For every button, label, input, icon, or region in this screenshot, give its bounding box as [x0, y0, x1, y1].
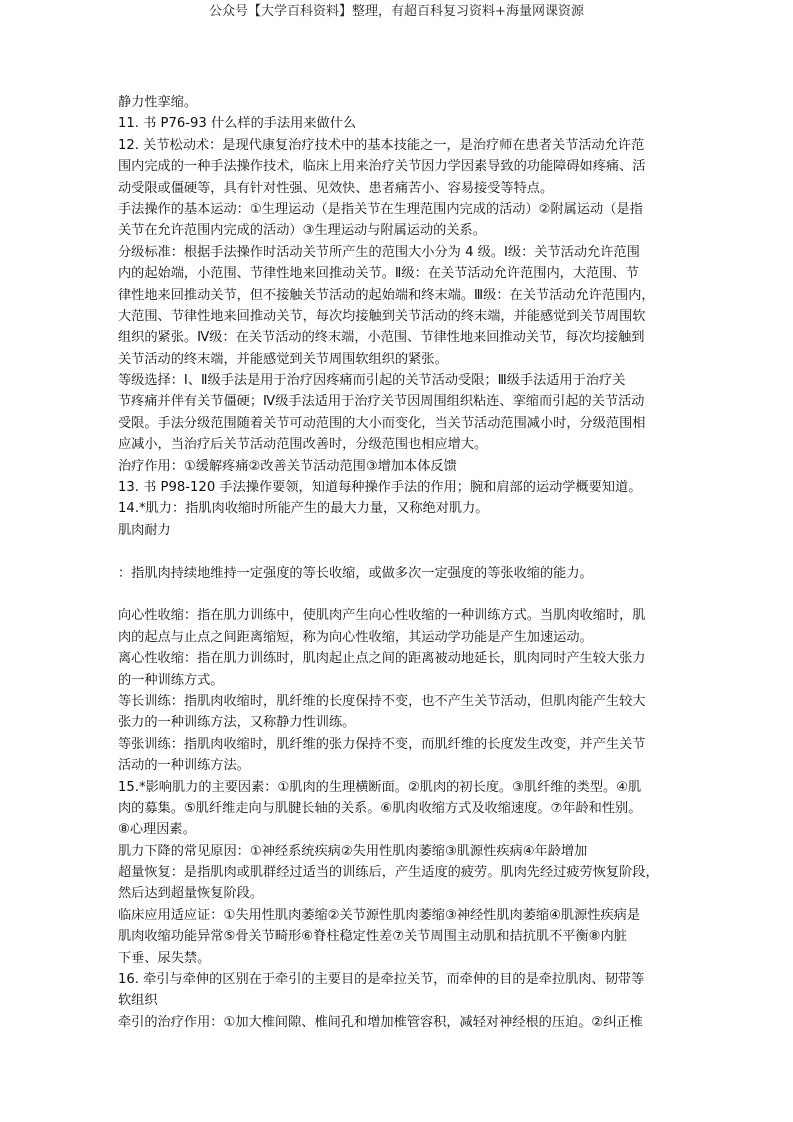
text-line: 肉的起点与止点之间距离缩短，称为向心性收缩，其运动学功能是产生加速运动。 — [118, 629, 593, 645]
text-line: 肉的募集。⑤肌纤维走向与肌腱长轴的关系。⑥肌肉收缩方式及收缩速度。⑦年龄和性别。 — [118, 800, 642, 816]
text-line: 牵引的治疗作用：①加大椎间隙、椎间孔和增加椎管容积，减轻对神经根的压迫。②纠正椎 — [118, 1014, 643, 1030]
text-line: 静力性挛缩。 — [118, 95, 198, 110]
text-line: 张力的一种训练方法，又称静力性训练。 — [118, 715, 356, 731]
text-line: 律性地来回推动关节，但不接触关节活动的起始端和终末端。Ⅲ级：在关节活动允许范围内， — [118, 287, 655, 303]
blank-line — [118, 584, 678, 605]
text-line: ⑧心理因素。 — [118, 822, 196, 838]
text-line: 肌肉收缩功能异常⑤骨关节畸形⑥脊柱稳定性差⑦关节周围主动肌和拮抗肌不平衡⑧内脏 — [118, 929, 627, 945]
page-header: 公众号【大学百科资料】整理，有超百科复习资料+海量网课资源 — [209, 4, 584, 19]
text-line: 肌力下降的常见原因：①神经系统疾病②失用性肌肉萎缩③肌源性疾病④年龄增加 — [118, 843, 588, 859]
text-line: 向心性收缩：指在肌力训练中，使肌肉产生向心性收缩的一种训练方式。当肌肉收缩时，肌 — [118, 608, 646, 624]
text-line: 受限。手法分级范围随着关节可动范围的大小而变化，当关节活动范围减小时，分级范围相 — [118, 415, 646, 431]
text-line: 分级标准：根据手法操作时活动关节所产生的范围大小分为 4 级。Ⅰ级：关节活动允许范围 — [118, 244, 640, 260]
text-line: ：指肌肉持续地维持一定强度的等长收缩，或做多次一定强度的等张收缩的能力。 — [118, 565, 593, 581]
text-line: 离心性收缩：指在肌力训练时，肌肉起止点之间的距离被动地延长，肌肉同时产生较大张力 — [118, 651, 646, 667]
text-line: 组织的紧张。Ⅳ级：在关节活动的终末端，小范围、节律性地来回推动关节，每次均接触到 — [118, 330, 645, 346]
text-line: 12. 关节松动术：是现代康复治疗技术中的基本技能之一，是治疗师在患者关节活动允许范 — [118, 137, 645, 153]
text-line: 下垂、尿失禁。 — [118, 950, 211, 966]
text-line: 11. 书 P76-93 什么样的手法用来做什么 — [118, 116, 357, 132]
text-line: 手法操作的基本运动：①生理运动（是指关节在生理范围内完成的活动）②附属运动（是指 — [118, 201, 643, 217]
text-line: 应减小，当治疗后关节活动范围改善时，分级范围也相应增大。 — [118, 437, 488, 453]
text-line: 肌肉耐力 — [118, 522, 171, 538]
text-line: 关节在允许范围内完成的活动）③生理运动与附属运动的关系。 — [118, 223, 486, 239]
text-line: 13. 书 P98-120 手法操作要领，知道每种操作手法的作用；腕和肩部的运动学概要知道。 — [118, 480, 642, 496]
blank-line — [118, 541, 678, 562]
text-line: 等张训练：指肌肉收缩时，肌纤维的张力保持不变，而肌纤维的长度发生改变，并产生关节 — [118, 736, 646, 752]
text-line: 的一种训练方式。 — [118, 672, 224, 688]
text-line: 节疼痛并伴有关节僵硬；Ⅳ级手法适用于治疗关节因周围组织粘连、挛缩而引起的关节活动 — [118, 394, 645, 410]
text-line: 14.*肌力：指肌肉收缩时所能产生的最大力量，又称绝对肌力。 — [118, 501, 489, 517]
text-line: 15.*影响肌力的主要因素：①肌肉的生理横断面。②肌肉的初长度。③肌纤维的类型。④肌 — [118, 779, 642, 795]
text-line: 等级选择：Ⅰ、Ⅱ级手法是用于治疗因疼痛而引起的关节活动受限；Ⅲ级手法适用于治疗关 — [118, 373, 626, 389]
text-line: 围内完成的一种手法操作技术，临床上用来治疗关节因力学因素导致的功能障碍如疼痛、活 — [118, 159, 646, 175]
text-line: 软组织 — [118, 993, 158, 1009]
document-body — [118, 92, 678, 1033]
text-line: 动受限或僵硬等，具有针对性强、见效快、患者痛苦小、容易接受等特点。 — [118, 180, 554, 196]
text-line: 等长训练：指肌肉收缩时，肌纤维的长度保持不变，也不产生关节活动，但肌肉能产生较大 — [118, 693, 646, 709]
text-line: 内的起始端，小范围、节律性地来回推动关节。Ⅱ级：在关节活动允许范围内，大范围、节 — [118, 266, 639, 282]
text-line: 然后达到超量恢复阶段。 — [118, 886, 264, 902]
text-line: 大范围、节律性地来回推动关节，每次均接触到关节活动的终末端，并能感觉到关节周围软 — [118, 308, 646, 324]
text-line: 16. 牵引与牵伸的区别在于牵引的主要目的是牵拉关节，而牵伸的目的是牵拉肌肉、韧带等 — [118, 972, 645, 988]
text-line: 超量恢复：是指肌肉或肌群经过适当的训练后，产生适度的疲劳。肌肉先经过疲劳恢复阶段， — [118, 865, 659, 881]
text-line: 临床应用适应证：①失用性肌肉萎缩②关节源性肌肉萎缩③神经性肌肉萎缩④肌源性疾病是 — [118, 907, 641, 923]
text-line: 关节活动的终末端，并能感觉到关节周围软组织的紧张。 — [118, 351, 448, 367]
text-line: 治疗作用：①缓解疼痛②改善关节活动范围③增加本体反馈 — [118, 458, 457, 474]
text-line: 活动的一种训练方法。 — [118, 758, 250, 774]
